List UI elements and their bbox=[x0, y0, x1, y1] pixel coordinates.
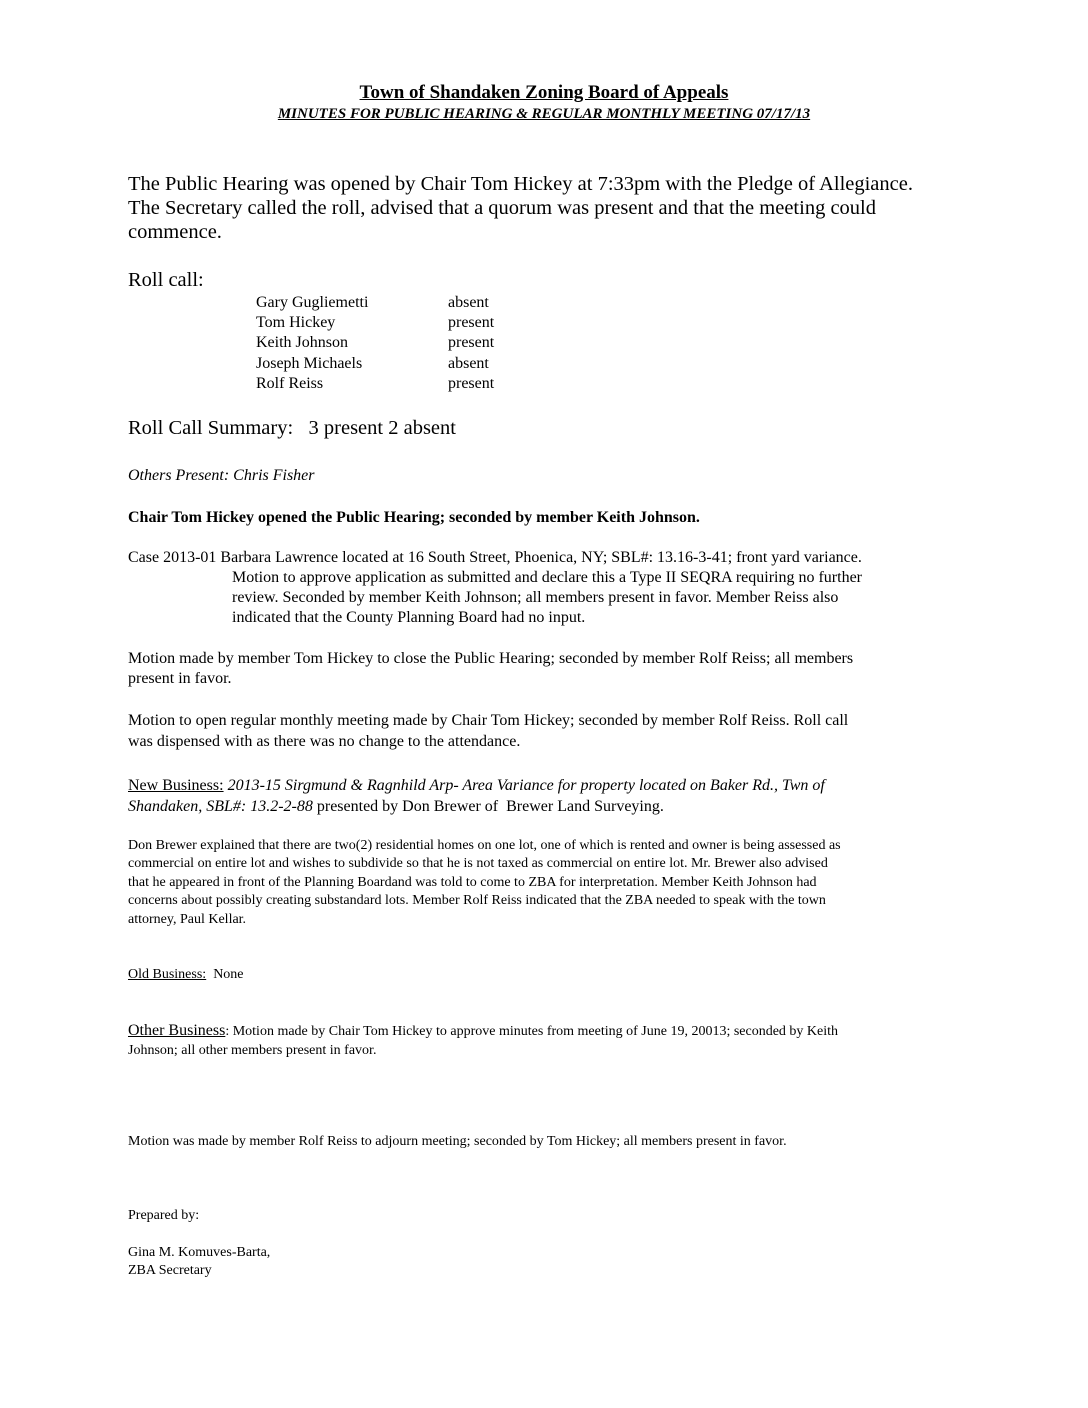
case-line-4: indicated that the County Planning Board had no input. bbox=[232, 609, 586, 626]
case-line-1: Case 2013-01 Barbara Lawrence located at 16 South Street, Phoenica, NY; SBL#: 13.16-3-41; front yard variance. bbox=[128, 549, 862, 566]
open-regular-line-2: was dispensed with as there was no change to the attendance. bbox=[128, 733, 521, 750]
case-line-3: review. Seconded by member Keith Johnson; all members present in favor. Member Reiss also bbox=[232, 589, 839, 606]
other-business-text: : Motion made by Chair Tom Hickey to approve minutes from meeting of June 19, 20013; seconded by Keith bbox=[225, 1024, 839, 1039]
prepared-by-label: Prepared by: bbox=[128, 1208, 200, 1223]
discussion-line-1: Don Brewer explained that there are two(2) residential homes on one lot, one of which is rented and owner is being assessed as bbox=[128, 838, 841, 853]
roll-call-name: Tom Hickey bbox=[256, 314, 336, 331]
new-business-item: 2013-15 Sirgmund & Ragnhild Arp- Area Variance for property located on Baker Rd., Twn of bbox=[227, 777, 825, 794]
discussion-line-3: that he appeared in front of the Planning Boardand was told to come to ZBA for interpretation. Member Keith Johnson had bbox=[128, 875, 817, 890]
adjourn-motion: Motion was made by member Rolf Reiss to adjourn meeting; seconded by Tom Hickey; all members present in favor. bbox=[128, 1134, 787, 1149]
roll-call-status: present bbox=[448, 314, 495, 331]
roll-call-status: absent bbox=[448, 294, 489, 311]
new-business-line-2 bbox=[128, 797, 664, 817]
other-business-line-2: Johnson; all other members present in favor. bbox=[128, 1043, 377, 1058]
roll-call-name: Keith Johnson bbox=[256, 334, 348, 351]
discussion-line-5: attorney, Paul Kellar. bbox=[128, 912, 247, 927]
case-line-2: Motion to approve application as submitted and declare this a Type II SEQRA requiring no further bbox=[232, 569, 862, 586]
document-subtitle: MINUTES FOR PUBLIC HEARING & REGULAR MONTHLY MEETING 07/17/13 bbox=[277, 106, 811, 122]
opening-line-3: commence. bbox=[128, 221, 222, 243]
old-business-value: None bbox=[206, 967, 244, 982]
opening-line-1: The Public Hearing was opened by Chair Tom Hickey at 7:33pm with the Pledge of Allegiance. bbox=[128, 173, 913, 195]
new-business-line-1 bbox=[128, 776, 825, 796]
old-business bbox=[128, 966, 244, 985]
new-business-sbl: Shandaken, SBL#: 13.2-2-88 bbox=[128, 798, 313, 815]
roll-call-label: Roll call: bbox=[128, 269, 204, 291]
close-hearing-line-2: present in favor. bbox=[128, 670, 232, 687]
roll-call-status: present bbox=[448, 334, 495, 351]
roll-call-name: Joseph Michaels bbox=[256, 355, 363, 372]
open-regular-line-1: Motion to open regular monthly meeting made by Chair Tom Hickey; seconded by member Rolf Reiss. Roll call bbox=[128, 712, 849, 729]
roll-call-status: present bbox=[448, 375, 495, 392]
preparer-name: Gina M. Komuves-Barta, bbox=[128, 1245, 271, 1260]
close-hearing-line-1: Motion made by member Tom Hickey to close the Public Hearing; seconded by member Rolf Reiss; all members bbox=[128, 650, 854, 667]
discussion-line-4: concerns about possibly creating substandard lots. Member Rolf Reiss indicated that the ZBA needed to speak with the town bbox=[128, 893, 826, 908]
roll-call-summary: Roll Call Summary: 3 present 2 absent bbox=[128, 417, 456, 439]
opening-line-2: The Secretary called the roll, advised that a quorum was present and that the meeting could bbox=[128, 197, 876, 219]
preparer-title: ZBA Secretary bbox=[128, 1263, 212, 1278]
others-present: Others Present: Chris Fisher bbox=[128, 467, 315, 484]
other-business-line-1 bbox=[128, 1022, 838, 1042]
other-business-label: Other Business bbox=[128, 1022, 226, 1039]
roll-call-status: absent bbox=[448, 355, 489, 372]
document-title: Town of Shandaken Zoning Board of Appeals bbox=[359, 82, 729, 103]
hearing-opened-statement: Chair Tom Hickey opened the Public Hearing; seconded by member Keith Johnson. bbox=[128, 509, 700, 526]
roll-call-name: Gary Gugliemetti bbox=[256, 294, 369, 311]
new-business-presenter: presented by Don Brewer of Brewer Land Surveying. bbox=[312, 798, 664, 815]
old-business-label: Old Business: bbox=[128, 967, 207, 982]
roll-call-name: Rolf Reiss bbox=[256, 375, 324, 392]
new-business-label: New Business: bbox=[128, 777, 224, 794]
discussion-line-2: commercial on entire lot and wishes to subdivide so that he is not taxed as commercial on entire lot. Mr. Brewer also advised bbox=[128, 856, 828, 871]
